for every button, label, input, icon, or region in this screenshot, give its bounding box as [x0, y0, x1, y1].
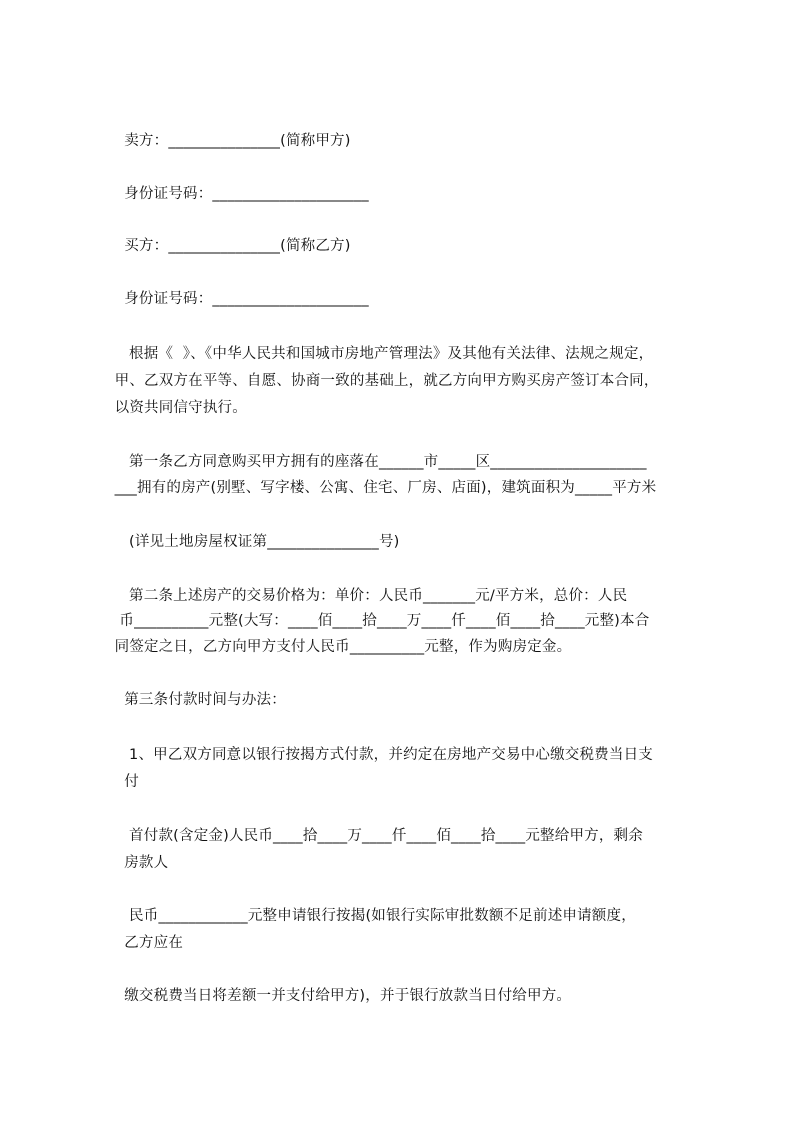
first-payment-line-1: 首付款(含定金)人民币____拾____万____仟____佰____拾____元整给甲方，剩余 — [105, 828, 643, 844]
seller-id-line: 身份证号码：_____________________ — [105, 186, 369, 202]
loan-line-2: 乙方应在 — [105, 935, 184, 951]
article3-title: 第三条付款时间与办法： — [105, 692, 286, 708]
preamble-line-3: 以资共同信守执行。 — [105, 400, 247, 416]
article1-line-2: ___拥有的房产(别墅、写字楼、公寓、住宅、厂房、店面)，建筑面积为_____平方米 — [105, 480, 657, 496]
preamble-line-2: 甲、乙双方在平等、自愿、协商一致的基础上，就乙方向甲方购买房产签订本合同， — [105, 373, 659, 389]
buyer-id-line: 身份证号码：_____________________ — [105, 291, 369, 307]
buyer-line: 买方：_______________(简称乙方) — [105, 238, 351, 254]
article1-note: (详见土地房屋权证第_______________号) — [105, 534, 400, 550]
article2-line-3: 同签定之日，乙方向甲方支付人民币__________元整，作为购房定金。 — [105, 639, 572, 655]
article1-line-1: 第一条乙方同意购买甲方拥有的座落在______市_____区_____________________ — [105, 454, 647, 470]
article2-line-2: 币__________元整(大写：____佰____拾____万____仟____佰____拾____元整)本合 — [105, 613, 650, 629]
first-payment-line-2: 房款人 — [105, 855, 169, 871]
article2-line-1: 第二条上述房产的交易价格为：单价：人民币_______元/平方米，总价：人民 — [105, 588, 628, 604]
seller-line: 卖方：_______________(简称甲方) — [105, 133, 351, 149]
preamble-line-1: 根据《 》、《中华人民共和国城市房地产管理法》及其他有关法律、法规之规定， — [105, 346, 654, 362]
closing-line: 缴交税费当日将差额一并支付给甲方)，并于银行放款当日付给甲方。 — [105, 988, 572, 1004]
clause1-line-2: 付 — [105, 774, 139, 790]
clause1-line-1: 1、甲乙双方同意以银行按揭方式付款，并约定在房地产交易中心缴交税费当日支 — [105, 747, 653, 763]
loan-line-1: 民币____________元整申请银行按揭(如银行实际审批数额不足前述申请额度， — [105, 908, 636, 924]
